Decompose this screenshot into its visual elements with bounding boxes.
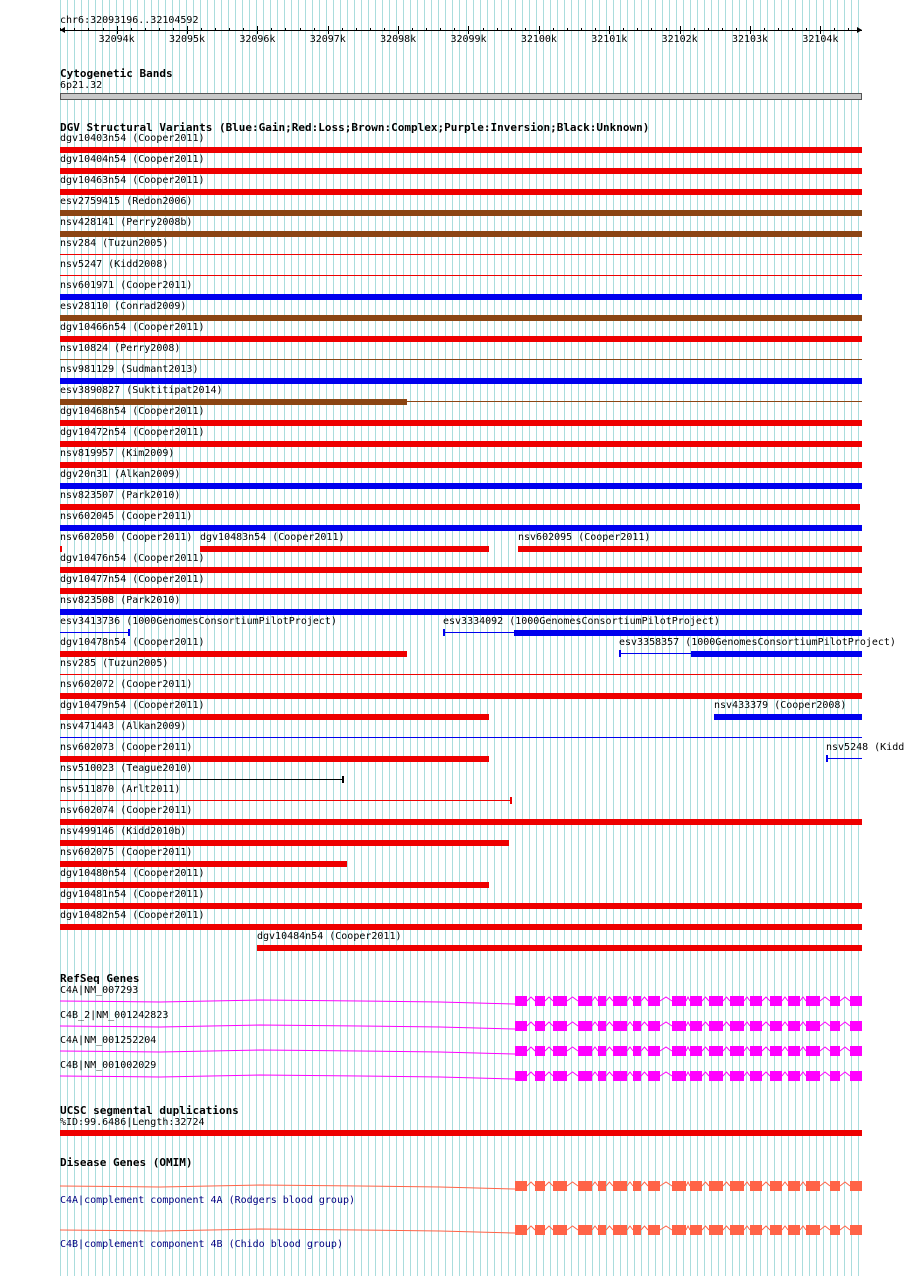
refseq-gene-exon — [553, 1071, 567, 1081]
track-title-disease-genes-omim: Disease Genes (OMIM) — [60, 1156, 193, 1169]
dgv-feature-label: nsv5248 (Kidd — [826, 742, 904, 753]
refseq-gene-exon — [750, 1021, 762, 1031]
dgv-feature-label: dgv10477n54 (Cooper2011) — [60, 574, 205, 585]
refseq-gene-exon — [690, 1046, 702, 1056]
refseq-gene-exon — [730, 1021, 744, 1031]
ruler-major-tick — [750, 26, 751, 34]
refseq-gene-exon — [806, 996, 820, 1006]
cytoband-label: 6p21.32 — [60, 80, 103, 91]
omim-gene-exon — [770, 1225, 782, 1235]
refseq-gene-exon — [672, 1021, 686, 1031]
ruler-minor-tick — [426, 28, 427, 31]
dgv-feature-bar[interactable] — [60, 254, 862, 255]
refseq-gene-exon — [850, 996, 862, 1006]
ruler-minor-tick — [131, 28, 132, 31]
ruler-minor-tick — [848, 28, 849, 31]
refseq-gene-exon — [598, 1021, 606, 1031]
dgv-feature-bar[interactable] — [60, 924, 862, 930]
omim-gene-exon — [598, 1181, 606, 1191]
ruler-minor-tick — [384, 28, 385, 31]
refseq-gene-exon — [770, 1071, 782, 1081]
ruler-minor-tick — [651, 28, 652, 31]
ruler-tick-label: 32100k — [520, 34, 557, 45]
dgv-feature-label: nsv602075 (Cooper2011) — [60, 847, 193, 858]
dgv-feature-label: nsv819957 (Kim2009) — [60, 448, 175, 459]
refseq-gene-exon — [750, 1071, 762, 1081]
ruler-major-tick — [820, 26, 821, 34]
dgv-feature-bar[interactable] — [60, 567, 862, 573]
refseq-gene-exon — [648, 1046, 660, 1056]
ruler-minor-tick — [370, 28, 371, 31]
dgv-feature-label: dgv10468n54 (Cooper2011) — [60, 406, 205, 417]
dgv-feature-bar[interactable] — [60, 147, 862, 153]
ruler-minor-tick — [736, 28, 737, 31]
dgv-feature-bar[interactable] — [60, 294, 862, 300]
refseq-gene-intron-line[interactable] — [60, 995, 862, 1011]
dgv-feature-bar[interactable] — [60, 546, 62, 552]
dgv-feature-bar[interactable] — [60, 651, 407, 657]
dgv-feature-bar[interactable] — [60, 609, 862, 615]
omim-gene-exon — [750, 1225, 762, 1235]
ruler-tick-label: 32102k — [661, 34, 698, 45]
refseq-gene-intron-line[interactable] — [60, 1045, 862, 1061]
dgv-feature-bar[interactable] — [60, 674, 862, 675]
omim-gene-exon — [806, 1225, 820, 1235]
ruler-minor-tick — [60, 28, 61, 31]
omim-gene-exon — [750, 1181, 762, 1191]
ruler-minor-tick — [637, 28, 638, 31]
ruler-minor-tick — [412, 28, 413, 31]
ruler-minor-tick — [145, 28, 146, 31]
omim-gene-label[interactable]: C4B|complement component 4B (Chido blood group) — [60, 1239, 343, 1250]
refseq-gene-exon — [633, 1071, 641, 1081]
refseq-gene-exon — [535, 1046, 545, 1056]
omim-gene-exon — [515, 1225, 527, 1235]
refseq-gene-exon — [770, 1021, 782, 1031]
dgv-feature-thin-bar[interactable] — [619, 653, 691, 654]
dgv-feature-bar[interactable] — [60, 441, 862, 447]
ruler-major-tick — [468, 26, 469, 34]
dgv-feature-endcap[interactable] — [342, 776, 344, 783]
ruler-minor-tick — [454, 28, 455, 31]
ruler-minor-tick — [623, 28, 624, 31]
omim-gene-exon — [672, 1181, 686, 1191]
dgv-feature-bar[interactable] — [60, 525, 862, 531]
refseq-gene-label: C4B_2|NM_001242823 — [60, 1010, 169, 1021]
refseq-gene-intron-line[interactable] — [60, 1070, 862, 1086]
dgv-feature-label: nsv602045 (Cooper2011) — [60, 511, 193, 522]
omim-gene-exon — [553, 1225, 567, 1235]
ruler-tick-label: 32103k — [731, 34, 769, 45]
refseq-gene-exon — [750, 996, 762, 1006]
omim-gene-exon — [578, 1225, 592, 1235]
refseq-gene-exon — [672, 1071, 686, 1081]
refseq-gene-exon — [709, 1021, 723, 1031]
dgv-feature-bar[interactable] — [257, 945, 862, 951]
omim-gene-exon — [690, 1181, 702, 1191]
refseq-gene-exon — [613, 1046, 627, 1056]
omim-gene-exon — [830, 1181, 840, 1191]
dgv-feature-bar[interactable] — [518, 546, 862, 552]
refseq-gene-exon — [709, 1046, 723, 1056]
dgv-feature-bar[interactable] — [60, 231, 862, 237]
dgv-feature-label: nsv284 (Tuzun2005) — [60, 238, 169, 249]
dgv-feature-thin-bar[interactable] — [443, 632, 514, 633]
ruler-major-tick — [680, 26, 681, 34]
ruler-major-tick — [539, 26, 540, 34]
ruler-tick-label: 32101k — [591, 34, 628, 45]
dgv-feature-tail[interactable] — [407, 401, 862, 402]
dgv-feature-label: dgv10403n54 (Cooper2011) — [60, 133, 205, 144]
dgv-feature-bar[interactable] — [691, 651, 862, 657]
dgv-feature-startcap[interactable] — [826, 755, 828, 762]
ruler-minor-tick — [88, 28, 89, 31]
omim-gene-exon — [648, 1181, 660, 1191]
dgv-feature-label: dgv10472n54 (Cooper2011) — [60, 427, 205, 438]
ruler-major-tick — [398, 26, 399, 34]
refseq-gene-exon — [830, 1046, 840, 1056]
ruler-minor-tick — [103, 28, 104, 31]
refseq-gene-label: C4A|NM_001252204 — [60, 1035, 157, 1046]
dgv-feature-bar[interactable] — [60, 420, 862, 426]
refseq-gene-intron-line[interactable] — [60, 1020, 862, 1036]
omim-gene-exon — [613, 1225, 627, 1235]
dgv-feature-endcap[interactable] — [128, 629, 130, 636]
refseq-gene-exon — [830, 1021, 840, 1031]
refseq-gene-exon — [613, 1071, 627, 1081]
refseq-gene-exon — [648, 1071, 660, 1081]
dgv-feature-label: nsv10824 (Perry2008) — [60, 343, 181, 354]
dgv-feature-label: dgv10478n54 (Cooper2011) — [60, 637, 205, 648]
omim-gene-label[interactable]: C4A|complement component 4A (Rodgers blood group) — [60, 1195, 356, 1206]
dgv-feature-label: esv3413736 (1000GenomesConsortiumPilotProject) — [60, 616, 337, 627]
dgv-feature-bar[interactable] — [60, 861, 347, 867]
dgv-feature-bar[interactable] — [60, 779, 343, 780]
ruler-range-label: chr6:32093196..32104592 — [60, 15, 199, 26]
ruler-major-tick — [117, 26, 118, 34]
dgv-feature-bar[interactable] — [60, 882, 489, 888]
omim-gene-exon — [672, 1225, 686, 1235]
dgv-feature-label: esv2759415 (Redon2006) — [60, 196, 193, 207]
refseq-gene-exon — [806, 1021, 820, 1031]
dgv-feature-bar[interactable] — [60, 632, 129, 633]
ruler-minor-tick — [314, 28, 315, 31]
dgv-feature-label: dgv10481n54 (Cooper2011) — [60, 889, 205, 900]
dgv-feature-label: dgv10480n54 (Cooper2011) — [60, 868, 205, 879]
ruler-minor-tick — [666, 28, 667, 31]
refseq-gene-exon — [850, 1021, 862, 1031]
dgv-feature-bar[interactable] — [826, 758, 862, 759]
refseq-gene-exon — [690, 1021, 702, 1031]
dgv-feature-label: esv3358357 (1000GenomesConsortiumPilotProject) — [619, 637, 896, 648]
refseq-gene-exon — [648, 996, 660, 1006]
ruler-minor-tick — [806, 28, 807, 31]
refseq-gene-exon — [553, 996, 567, 1006]
dgv-feature-label: nsv823507 (Park2010) — [60, 490, 181, 501]
dgv-feature-bar[interactable] — [60, 462, 862, 468]
dgv-feature-bar[interactable] — [60, 336, 862, 342]
dgv-feature-bar[interactable] — [60, 275, 862, 276]
ruler-minor-tick — [483, 28, 484, 31]
omim-gene-exon — [730, 1225, 744, 1235]
dgv-feature-label: dgv20n31 (Alkan2009) — [60, 469, 181, 480]
ruler-tick-label: 32097k — [309, 34, 346, 45]
refseq-gene-exon — [633, 996, 641, 1006]
ruler-minor-tick — [271, 28, 272, 31]
dgv-feature-bar[interactable] — [60, 399, 407, 405]
ruler-major-tick — [328, 26, 329, 34]
ruler-tick-label: 32094k — [98, 34, 135, 45]
omim-gene-exon — [578, 1181, 592, 1191]
dgv-feature-bar[interactable] — [60, 714, 489, 720]
refseq-gene-exon — [788, 1046, 800, 1056]
refseq-gene-exon — [788, 1071, 800, 1081]
refseq-gene-exon — [806, 1071, 820, 1081]
segdup-bar[interactable] — [60, 1130, 862, 1136]
dgv-feature-bar[interactable] — [60, 588, 862, 594]
ruler-tick-label: 32099k — [450, 34, 487, 45]
ruler-minor-tick — [834, 28, 835, 31]
omim-gene-exon — [633, 1181, 641, 1191]
ruler-minor-tick — [440, 28, 441, 31]
dgv-feature-bar[interactable] — [714, 714, 862, 720]
ruler-minor-tick — [708, 28, 709, 31]
ruler-tick-label: 32096k — [239, 34, 276, 45]
dgv-feature-bar[interactable] — [60, 189, 862, 195]
ruler-minor-tick — [243, 28, 244, 31]
refseq-gene-exon — [515, 1046, 527, 1056]
dgv-feature-label: dgv10466n54 (Cooper2011) — [60, 322, 205, 333]
refseq-gene-exon — [806, 1046, 820, 1056]
dgv-feature-bar[interactable] — [60, 378, 862, 384]
ruler-minor-tick — [567, 28, 568, 31]
omim-gene-exon — [770, 1181, 782, 1191]
refseq-gene-exon — [613, 996, 627, 1006]
dgv-feature-label: nsv823508 (Park2010) — [60, 595, 181, 606]
refseq-gene-exon — [578, 1071, 592, 1081]
dgv-feature-label: dgv10404n54 (Cooper2011) — [60, 154, 205, 165]
dgv-feature-bar[interactable] — [60, 903, 862, 909]
dgv-feature-label: esv3890827 (Suktitipat2014) — [60, 385, 223, 396]
dgv-feature-label: nsv5247 (Kidd2008) — [60, 259, 169, 270]
ruler-right-arrow[interactable] — [857, 27, 862, 33]
dgv-feature-label: nsv981129 (Sudmant2013) — [60, 364, 199, 375]
refseq-gene-exon — [690, 1071, 702, 1081]
omim-gene-exon — [788, 1181, 800, 1191]
refseq-gene-exon — [553, 1046, 567, 1056]
ruler-minor-tick — [778, 28, 779, 31]
track-title-dgv-structural-variants: DGV Structural Variants (Blue:Gain;Red:Loss;Brown:Complex;Purple:Inversion;Black:Unknown) — [60, 121, 650, 134]
refseq-gene-exon — [515, 996, 527, 1006]
ruler-minor-tick — [581, 28, 582, 31]
refseq-gene-exon — [788, 1021, 800, 1031]
ruler-minor-tick — [215, 28, 216, 31]
dgv-feature-bar[interactable] — [60, 504, 860, 510]
ruler-minor-tick — [201, 28, 202, 31]
omim-gene-exon — [806, 1181, 820, 1191]
ruler-minor-tick — [342, 28, 343, 31]
dgv-feature-bar[interactable] — [60, 737, 862, 738]
ruler-minor-tick — [553, 28, 554, 31]
refseq-gene-exon — [578, 996, 592, 1006]
refseq-gene-exon — [690, 996, 702, 1006]
ruler-minor-tick — [595, 28, 596, 31]
dgv-feature-label: nsv602074 (Cooper2011) — [60, 805, 193, 816]
omim-gene-exon — [730, 1181, 744, 1191]
refseq-gene-exon — [730, 996, 744, 1006]
omim-gene-exon — [535, 1181, 545, 1191]
dgv-feature-bar[interactable] — [60, 315, 862, 321]
refseq-gene-exon — [648, 1021, 660, 1031]
refseq-gene-exon — [770, 1046, 782, 1056]
ruler-minor-tick — [356, 28, 357, 31]
dgv-feature-label: nsv602095 (Cooper2011) — [518, 532, 651, 543]
refseq-gene-exon — [730, 1046, 744, 1056]
omim-gene-exon — [709, 1225, 723, 1235]
dgv-feature-label: nsv471443 (Alkan2009) — [60, 721, 187, 732]
refseq-gene-exon — [850, 1046, 862, 1056]
refseq-gene-exon — [535, 1021, 545, 1031]
ruler-minor-tick — [525, 28, 526, 31]
omim-gene-exon — [515, 1181, 527, 1191]
dgv-feature-endcap[interactable] — [510, 797, 512, 804]
refseq-gene-exon — [672, 1046, 686, 1056]
refseq-gene-exon — [830, 996, 840, 1006]
ruler-minor-tick — [694, 28, 695, 31]
omim-gene-exon — [850, 1181, 862, 1191]
omim-gene-exon — [633, 1225, 641, 1235]
refseq-gene-exon — [709, 1071, 723, 1081]
ruler-minor-tick — [229, 28, 230, 31]
ruler-tick-label: 32098k — [380, 34, 417, 45]
omim-gene-exon — [648, 1225, 660, 1235]
dgv-feature-bar[interactable] — [60, 210, 862, 216]
dgv-feature-bar[interactable] — [514, 630, 862, 636]
ruler-minor-tick — [159, 28, 160, 31]
dgv-feature-bar[interactable] — [60, 693, 862, 699]
ruler-minor-tick — [764, 28, 765, 31]
refseq-gene-exon — [750, 1046, 762, 1056]
dgv-feature-label: nsv511870 (Arlt2011) — [60, 784, 181, 795]
dgv-feature-bar[interactable] — [60, 756, 489, 762]
dgv-feature-label: dgv10484n54 (Cooper2011) — [257, 931, 402, 942]
dgv-feature-label: nsv510023 (Teague2010) — [60, 763, 193, 774]
refseq-gene-exon — [850, 1071, 862, 1081]
refseq-gene-exon — [788, 996, 800, 1006]
dgv-feature-bar[interactable] — [200, 546, 489, 552]
ruler-minor-tick — [511, 28, 512, 31]
refseq-gene-exon — [770, 996, 782, 1006]
refseq-gene-exon — [578, 1046, 592, 1056]
refseq-gene-exon — [598, 1071, 606, 1081]
dgv-feature-label: nsv428141 (Perry2008b) — [60, 217, 193, 228]
refseq-gene-exon — [672, 996, 686, 1006]
ruler-axis-line[interactable] — [60, 30, 862, 31]
refseq-gene-exon — [535, 996, 545, 1006]
refseq-gene-exon — [633, 1021, 641, 1031]
refseq-gene-exon — [515, 1021, 527, 1031]
dgv-feature-label: dgv10476n54 (Cooper2011) — [60, 553, 205, 564]
refseq-gene-exon — [613, 1021, 627, 1031]
omim-gene-exon — [850, 1225, 862, 1235]
refseq-gene-exon — [633, 1046, 641, 1056]
omim-gene-exon — [690, 1225, 702, 1235]
omim-gene-exon — [535, 1225, 545, 1235]
dgv-feature-bar[interactable] — [60, 483, 862, 489]
refseq-gene-label: C4A|NM_007293 — [60, 985, 139, 996]
dgv-feature-bar[interactable] — [60, 168, 862, 174]
ruler-major-tick — [187, 26, 188, 34]
dgv-feature-label: dgv10479n54 (Cooper2011) — [60, 700, 205, 711]
ruler-minor-tick — [74, 28, 75, 31]
dgv-feature-label: dgv10482n54 (Cooper2011) — [60, 910, 205, 921]
ruler-minor-tick — [792, 28, 793, 31]
omim-gene-intron-line[interactable] — [60, 1180, 862, 1196]
dgv-feature-bar[interactable] — [60, 819, 862, 825]
track-title-segmental-duplications: UCSC segmental duplications — [60, 1104, 239, 1117]
dgv-feature-label: nsv602073 (Cooper2011) — [60, 742, 193, 753]
dgv-feature-label: nsv499146 (Kidd2010b) — [60, 826, 187, 837]
refseq-gene-label: C4B|NM_001002029 — [60, 1060, 157, 1071]
ruler-minor-tick — [497, 28, 498, 31]
ruler-tick-label: 32104k — [802, 34, 839, 45]
omim-gene-exon — [613, 1181, 627, 1191]
refseq-gene-exon — [709, 996, 723, 1006]
ruler-tick-label: 32095k — [168, 34, 206, 45]
track-title-cytogenetic-bands: Cytogenetic Bands — [60, 67, 173, 80]
ruler-minor-tick — [300, 28, 301, 31]
omim-gene-intron-line[interactable] — [60, 1224, 862, 1240]
ruler-minor-tick — [722, 28, 723, 31]
dgv-feature-label: esv3334092 (1000GenomesConsortiumPilotProject) — [443, 616, 720, 627]
refseq-gene-exon — [578, 1021, 592, 1031]
dgv-feature-bar[interactable] — [60, 359, 862, 360]
refseq-gene-exon — [730, 1071, 744, 1081]
omim-gene-exon — [598, 1225, 606, 1235]
refseq-gene-exon — [535, 1071, 545, 1081]
segdup-label: %ID:99.6486|Length:32724 — [60, 1117, 205, 1128]
omim-gene-exon — [830, 1225, 840, 1235]
omim-gene-exon — [788, 1225, 800, 1235]
ruler-minor-tick — [285, 28, 286, 31]
dgv-feature-label: dgv10483n54 (Cooper2011) — [200, 532, 345, 543]
refseq-gene-exon — [598, 1046, 606, 1056]
ruler-minor-tick — [173, 28, 174, 31]
refseq-gene-exon — [598, 996, 606, 1006]
dgv-feature-label: nsv602050 (Cooper2011) — [60, 532, 193, 543]
omim-gene-exon — [709, 1181, 723, 1191]
omim-gene-exon — [553, 1181, 567, 1191]
dgv-feature-label: esv28110 (Conrad2009) — [60, 301, 187, 312]
dgv-feature-bar[interactable] — [60, 840, 509, 846]
dgv-feature-bar[interactable] — [60, 800, 511, 801]
refseq-gene-exon — [515, 1071, 527, 1081]
ruler-major-tick — [609, 26, 610, 34]
dgv-feature-label: nsv602072 (Cooper2011) — [60, 679, 193, 690]
track-title-refseq-genes: RefSeq Genes — [60, 972, 140, 985]
refseq-gene-exon — [830, 1071, 840, 1081]
refseq-gene-exon — [553, 1021, 567, 1031]
dgv-feature-label: nsv433379 (Cooper2008) — [714, 700, 847, 711]
dgv-feature-label: nsv285 (Tuzun2005) — [60, 658, 169, 669]
dgv-feature-label: dgv10463n54 (Cooper2011) — [60, 175, 205, 186]
cytoband-bar[interactable] — [60, 93, 862, 100]
ruler-major-tick — [257, 26, 258, 34]
dgv-feature-label: nsv601971 (Cooper2011) — [60, 280, 193, 291]
